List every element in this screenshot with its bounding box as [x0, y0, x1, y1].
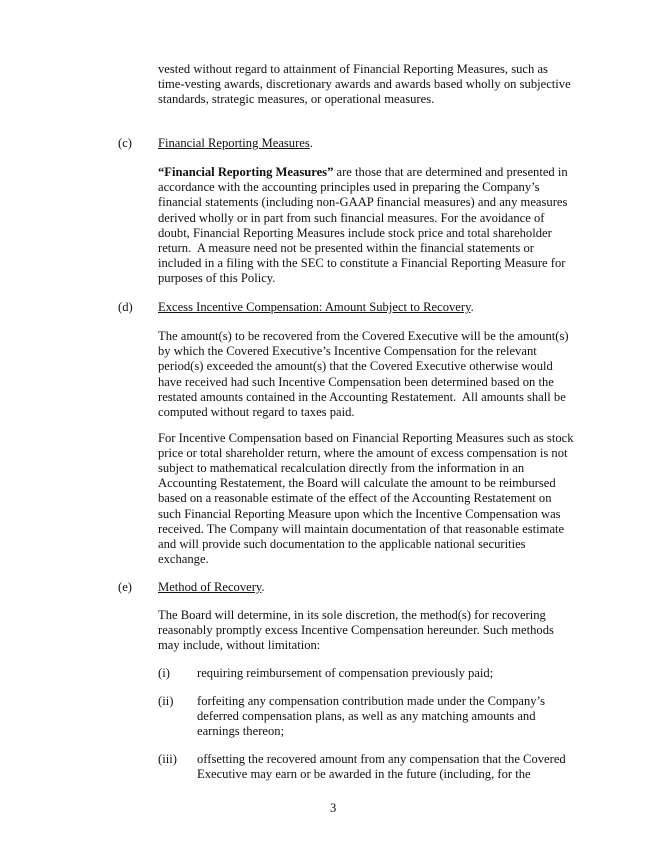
paragraph-line: financial statements (including non-GAAP financial measures) and any measures [158, 195, 568, 210]
paragraph-line: Accounting Restatement, the Board will calculate the amount to be reimbursed [158, 476, 556, 491]
page-number: 3 [330, 801, 337, 815]
section-label: (e) [118, 580, 132, 594]
paragraph-line: and will provide such documentation to the applicable national securities [158, 536, 526, 551]
paragraph-line: received. The Company will maintain documentation of that reasonable estimate [158, 521, 565, 536]
paragraph-line: may include, without limitation: [158, 638, 321, 653]
paragraph-line: included in a filing with the SEC to constitute a Financial Reporting Measure for [158, 256, 566, 271]
section-d-heading [158, 300, 474, 315]
paragraph-line: The Board will determine, in its sole discretion, the method(s) for recovering [158, 608, 546, 622]
list-item-line: deferred compensation plans, as well as any matching amounts and [197, 709, 536, 724]
section-c-heading [158, 136, 313, 151]
list-item-label: (iii) [158, 752, 177, 766]
heading-period: . [470, 300, 474, 314]
definition-line [158, 165, 568, 180]
paragraph-line: have received had such Incentive Compensation been determined based on the [158, 374, 554, 389]
paragraph-line: reasonably promptly excess Incentive Compensation hereunder. Such methods [158, 623, 554, 638]
list-item-label: (i) [158, 666, 170, 680]
list-item-line: offsetting the recovered amount from any compensation that the Covered [197, 752, 566, 766]
paragraph-line: based on a reasonable estimate of the effect of the Accounting Restatement on [158, 491, 552, 506]
paragraph-line: subject to mathematical recalculation directly from the information in an [158, 460, 525, 475]
list-item-line: earnings thereon; [197, 724, 285, 739]
defined-term: “Financial Reporting Measures” [158, 165, 334, 179]
heading-period: . [261, 580, 265, 594]
paragraph-line: purposes of this Policy. [158, 271, 276, 286]
section-label: (d) [118, 300, 133, 314]
paragraph-line: vested without regard to attainment of Financial Reporting Measures, such as [158, 62, 548, 76]
paragraph-line: standards, strategic measures, or operational measures. [158, 92, 435, 107]
paragraph-line: price or total shareholder return, where the amount of excess compensation is not [158, 445, 568, 460]
paragraph-line: period(s) exceeded the amount(s) that the Covered Executive otherwise would [158, 359, 553, 374]
paragraph-line: exchange. [158, 552, 209, 567]
list-item-line: requiring reimbursement of compensation previously paid; [197, 666, 494, 680]
section-e-heading [158, 580, 265, 595]
paragraph-line: restated amounts contained in the Accounting Restatement. All amounts shall be [158, 389, 566, 404]
list-item-line: forfeiting any compensation contribution made under the Company’s [197, 694, 545, 708]
list-item-label: (ii) [158, 694, 174, 708]
definition-text: are those that are determined and presented in [333, 165, 568, 179]
section-label: (c) [118, 136, 132, 150]
paragraph-line: derived wholly or in part from such financial measures. For the avoidance of [158, 210, 545, 225]
paragraph-line: by which the Covered Executive’s Incentive Compensation for the relevant [158, 344, 537, 359]
heading-period: . [309, 136, 313, 150]
paragraph-line: time-vesting awards, discretionary awards and awards based wholly on subjective [158, 77, 571, 92]
paragraph-line: return. A measure need not be presented within the financial statements or [158, 241, 534, 255]
paragraph-line: accordance with the accounting principles used in preparing the Company’s [158, 180, 540, 195]
section-heading: Excess Incentive Compensation: Amount Subject to Recovery [158, 300, 471, 314]
paragraph-line: For Incentive Compensation based on Financial Reporting Measures such as stock [158, 430, 574, 445]
section-heading: Method of Recovery [158, 580, 262, 594]
paragraph-line: such Financial Reporting Measure upon which the Incentive Compensation was [158, 506, 561, 521]
paragraph-line: doubt, Financial Reporting Measures include stock price and total shareholder [158, 225, 552, 240]
paragraph-line: computed without regard to taxes paid. [158, 405, 355, 419]
section-heading: Financial Reporting Measures [158, 136, 310, 150]
paragraph-line: The amount(s) to be recovered from the Covered Executive will be the amount(s) [158, 329, 569, 343]
list-item-line: Executive may earn or be awarded in the future (including, for the [197, 767, 531, 782]
